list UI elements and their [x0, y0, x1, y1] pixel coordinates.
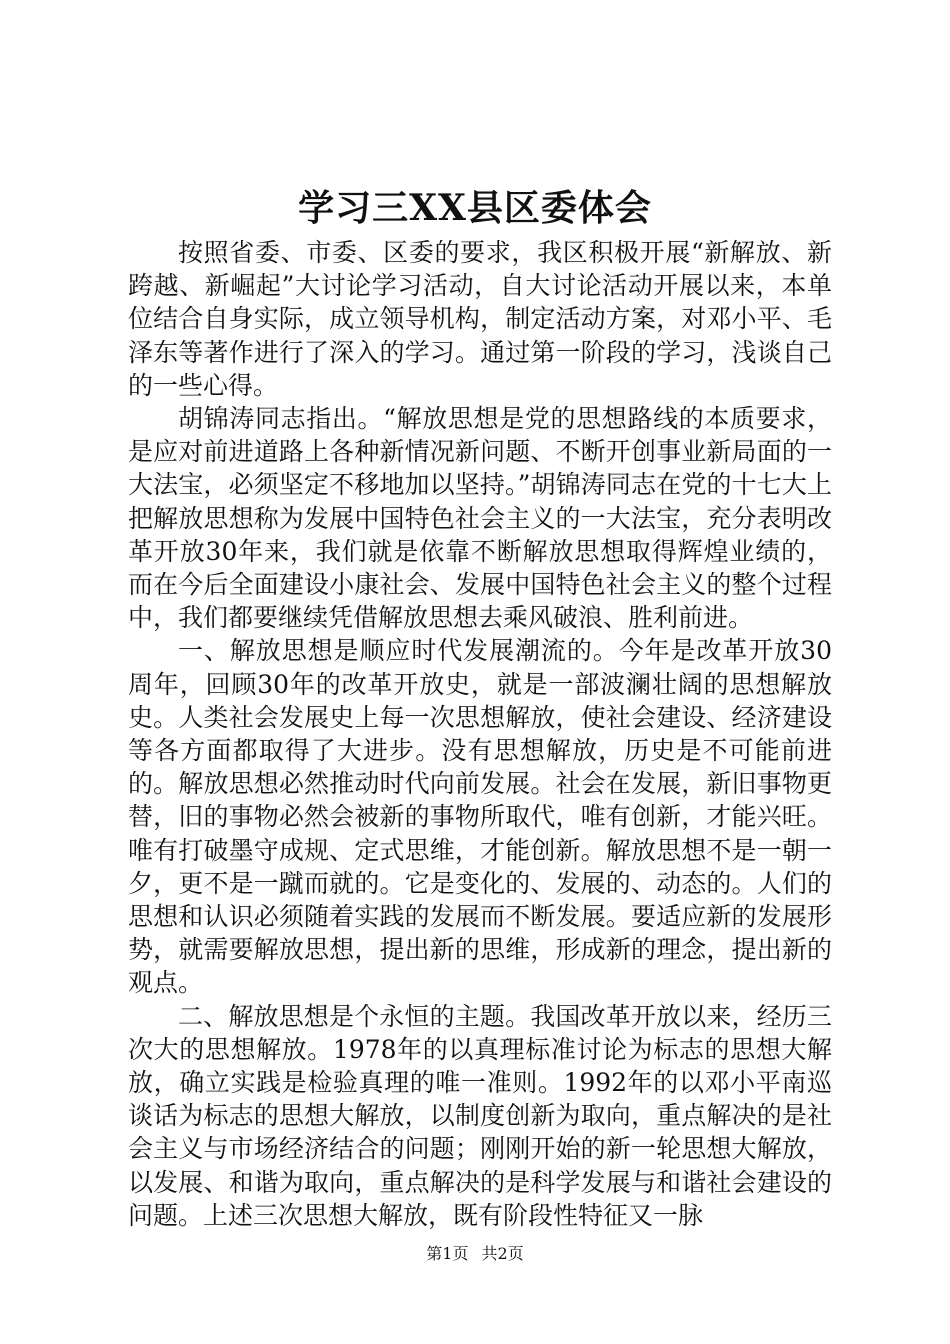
document-body	[128, 236, 832, 1232]
page-footer	[0, 1243, 950, 1265]
page-total: 共2页	[481, 1244, 524, 1263]
page-number: 第1页	[426, 1244, 469, 1263]
paragraph: 二、解放思想是个永恒的主题。我国改革开放以来，经历三次大的思想解放。1978年的以真理标准讨论为标志的思想大解放，确立实践是检验真理的唯一准则。1992年的以邓小平南巡谈话为标志的思想大解放，以制度创新为取向，重点解决的是社会主义与市场经济结合的问题；刚刚开始的新一轮思想大解放，以发展、和谐为取向，重点解决的是科学发展与和谐社会建设的问题。上述三次思想大解放，既有阶段性特征又一脉	[128, 1001, 832, 1230]
document-title: 学习三XX县区委体会	[298, 187, 652, 229]
paragraph: 胡锦涛同志指出。“解放思想是党的思想路线的本质要求，是应对前进道路上各种新情况新问题、不断开创事业新局面的一大法宝，必须坚定不移地加以坚持。”胡锦涛同志在党的十七大上把解放思想称为发展中国特色社会主义的一大法宝，充分表明改革开放30年来，我们就是依靠不断解放思想取得辉煌业绩的，而在今后全面建设小康社会、发展中国特色社会主义的整个过程中，我们都要继续凭借解放思想去乘风破浪、胜利前进。	[128, 404, 832, 633]
paragraph: 按照省委、市委、区委的要求，我区积极开展“新解放、新跨越、新崛起”大讨论学习活动，自大讨论活动开展以来，本单位结合自身实际，成立领导机构，制定活动方案，对邓小平、毛泽东等著作进行了深入的学习。通过第一阶段的学习，浅谈自己的一些心得。	[128, 238, 832, 400]
paragraph: 一、解放思想是顺应时代发展潮流的。今年是改革开放30周年，回顾30年的改革开放史，就是一部波澜壮阔的思想解放史。人类社会发展史上每一次思想解放，使社会建设、经济建设等各方面都取得了大进步。没有思想解放，历史是不可能前进的。解放思想必然推动时代向前发展。社会在发展，新旧事物更替，旧的事物必然会被新的事物所取代，唯有创新，才能兴旺。唯有打破墨守成规、定式思维，才能创新。解放思想不是一朝一夕，更不是一蹴而就的。它是变化的、发展的、动态的。人们的思想和认识必须随着实践的发展而不断发展。要适应新的发展形势，就需要解放思想，提出新的思维，形成新的理念，提出新的观点。	[128, 636, 832, 998]
